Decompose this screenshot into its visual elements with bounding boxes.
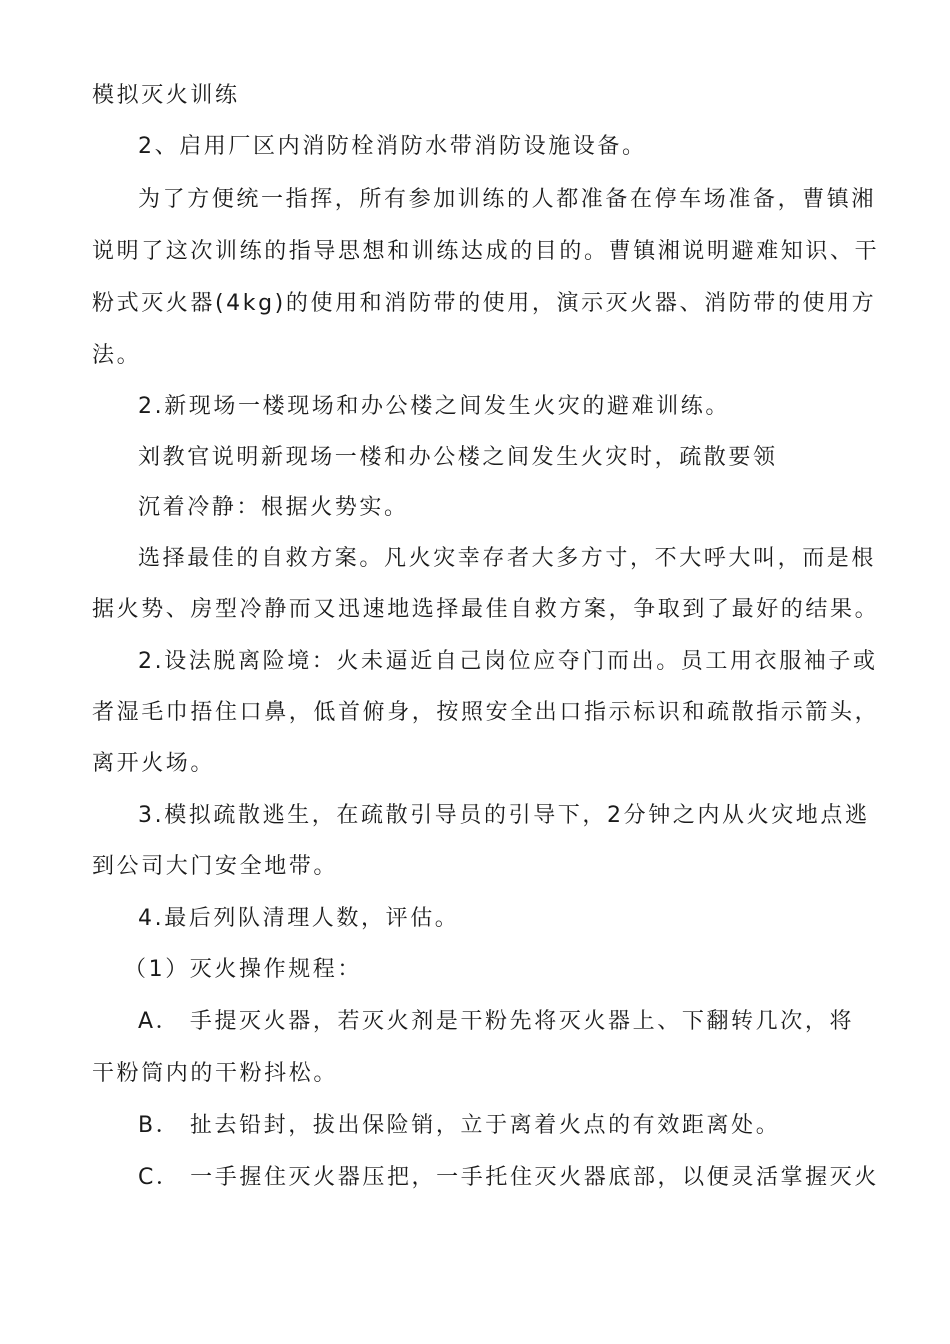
text-line: 模拟灭火训练 [92,83,240,108]
text-line: 4.最后列队清理人数，评估。 [138,906,460,931]
text-line: A． 手提灭火器，若灭火剂是干粉先将灭火器上、下翻转几次，将 [138,1009,855,1034]
text-line: 据火势、房型冷静而又迅速地选择最佳自救方案，争取到了最好的结果。 [92,597,880,622]
text-line: 3.模拟疏散逃生，在疏散引导员的引导下，2分钟之内从火灾地点逃 [138,803,870,828]
text-line: 2.新现场一楼现场和办公楼之间发生火灾的避难训练。 [138,394,730,419]
text-line: （1）灭火操作规程： [124,957,362,982]
text-line: 2.设法脱离险境：火未逼近自己岗位应夺门而出。员工用衣服袖子或 [138,649,878,674]
text-line: 为了方便统一指挥，所有参加训练的人都准备在停车场准备，曹镇湘 [138,187,877,212]
text-line: B． 扯去铅封，拔出保险销，立于离着火点的有效距离处。 [138,1113,781,1138]
text-line: C． 一手握住灭火器压把，一手托住灭火器底部，以便灵活掌握灭火 [138,1165,879,1190]
text-line: 者湿毛巾捂住口鼻，低首俯身，按照安全出口指示标识和疏散指示箭头， [92,700,880,725]
text-line: 离开火场。 [92,751,216,776]
text-line: 2、启用厂区内消防栓消防水带消防设施设备。 [138,134,647,159]
text-line: 刘教官说明新现场一楼和办公楼之间发生火灾时，疏散要领 [138,445,778,470]
text-line: 法。 [92,343,142,368]
text-line: 到公司大门安全地带。 [92,854,339,879]
text-line: 粉式灭火器(4kg)的使用和消防带的使用，演示灭火器、消防带的使用方 [92,291,877,316]
text-line: 说明了这次训练的指导思想和训练达成的目的。曹镇湘说明避难知识、干 [92,239,880,264]
text-line: 沉着冷静：根据火势实。 [138,495,409,520]
text-line: 干粉筒内的干粉抖松。 [92,1061,339,1086]
text-line: 选择最佳的自救方案。凡火灾幸存者大多方寸，不大呼大叫，而是根 [138,546,877,571]
